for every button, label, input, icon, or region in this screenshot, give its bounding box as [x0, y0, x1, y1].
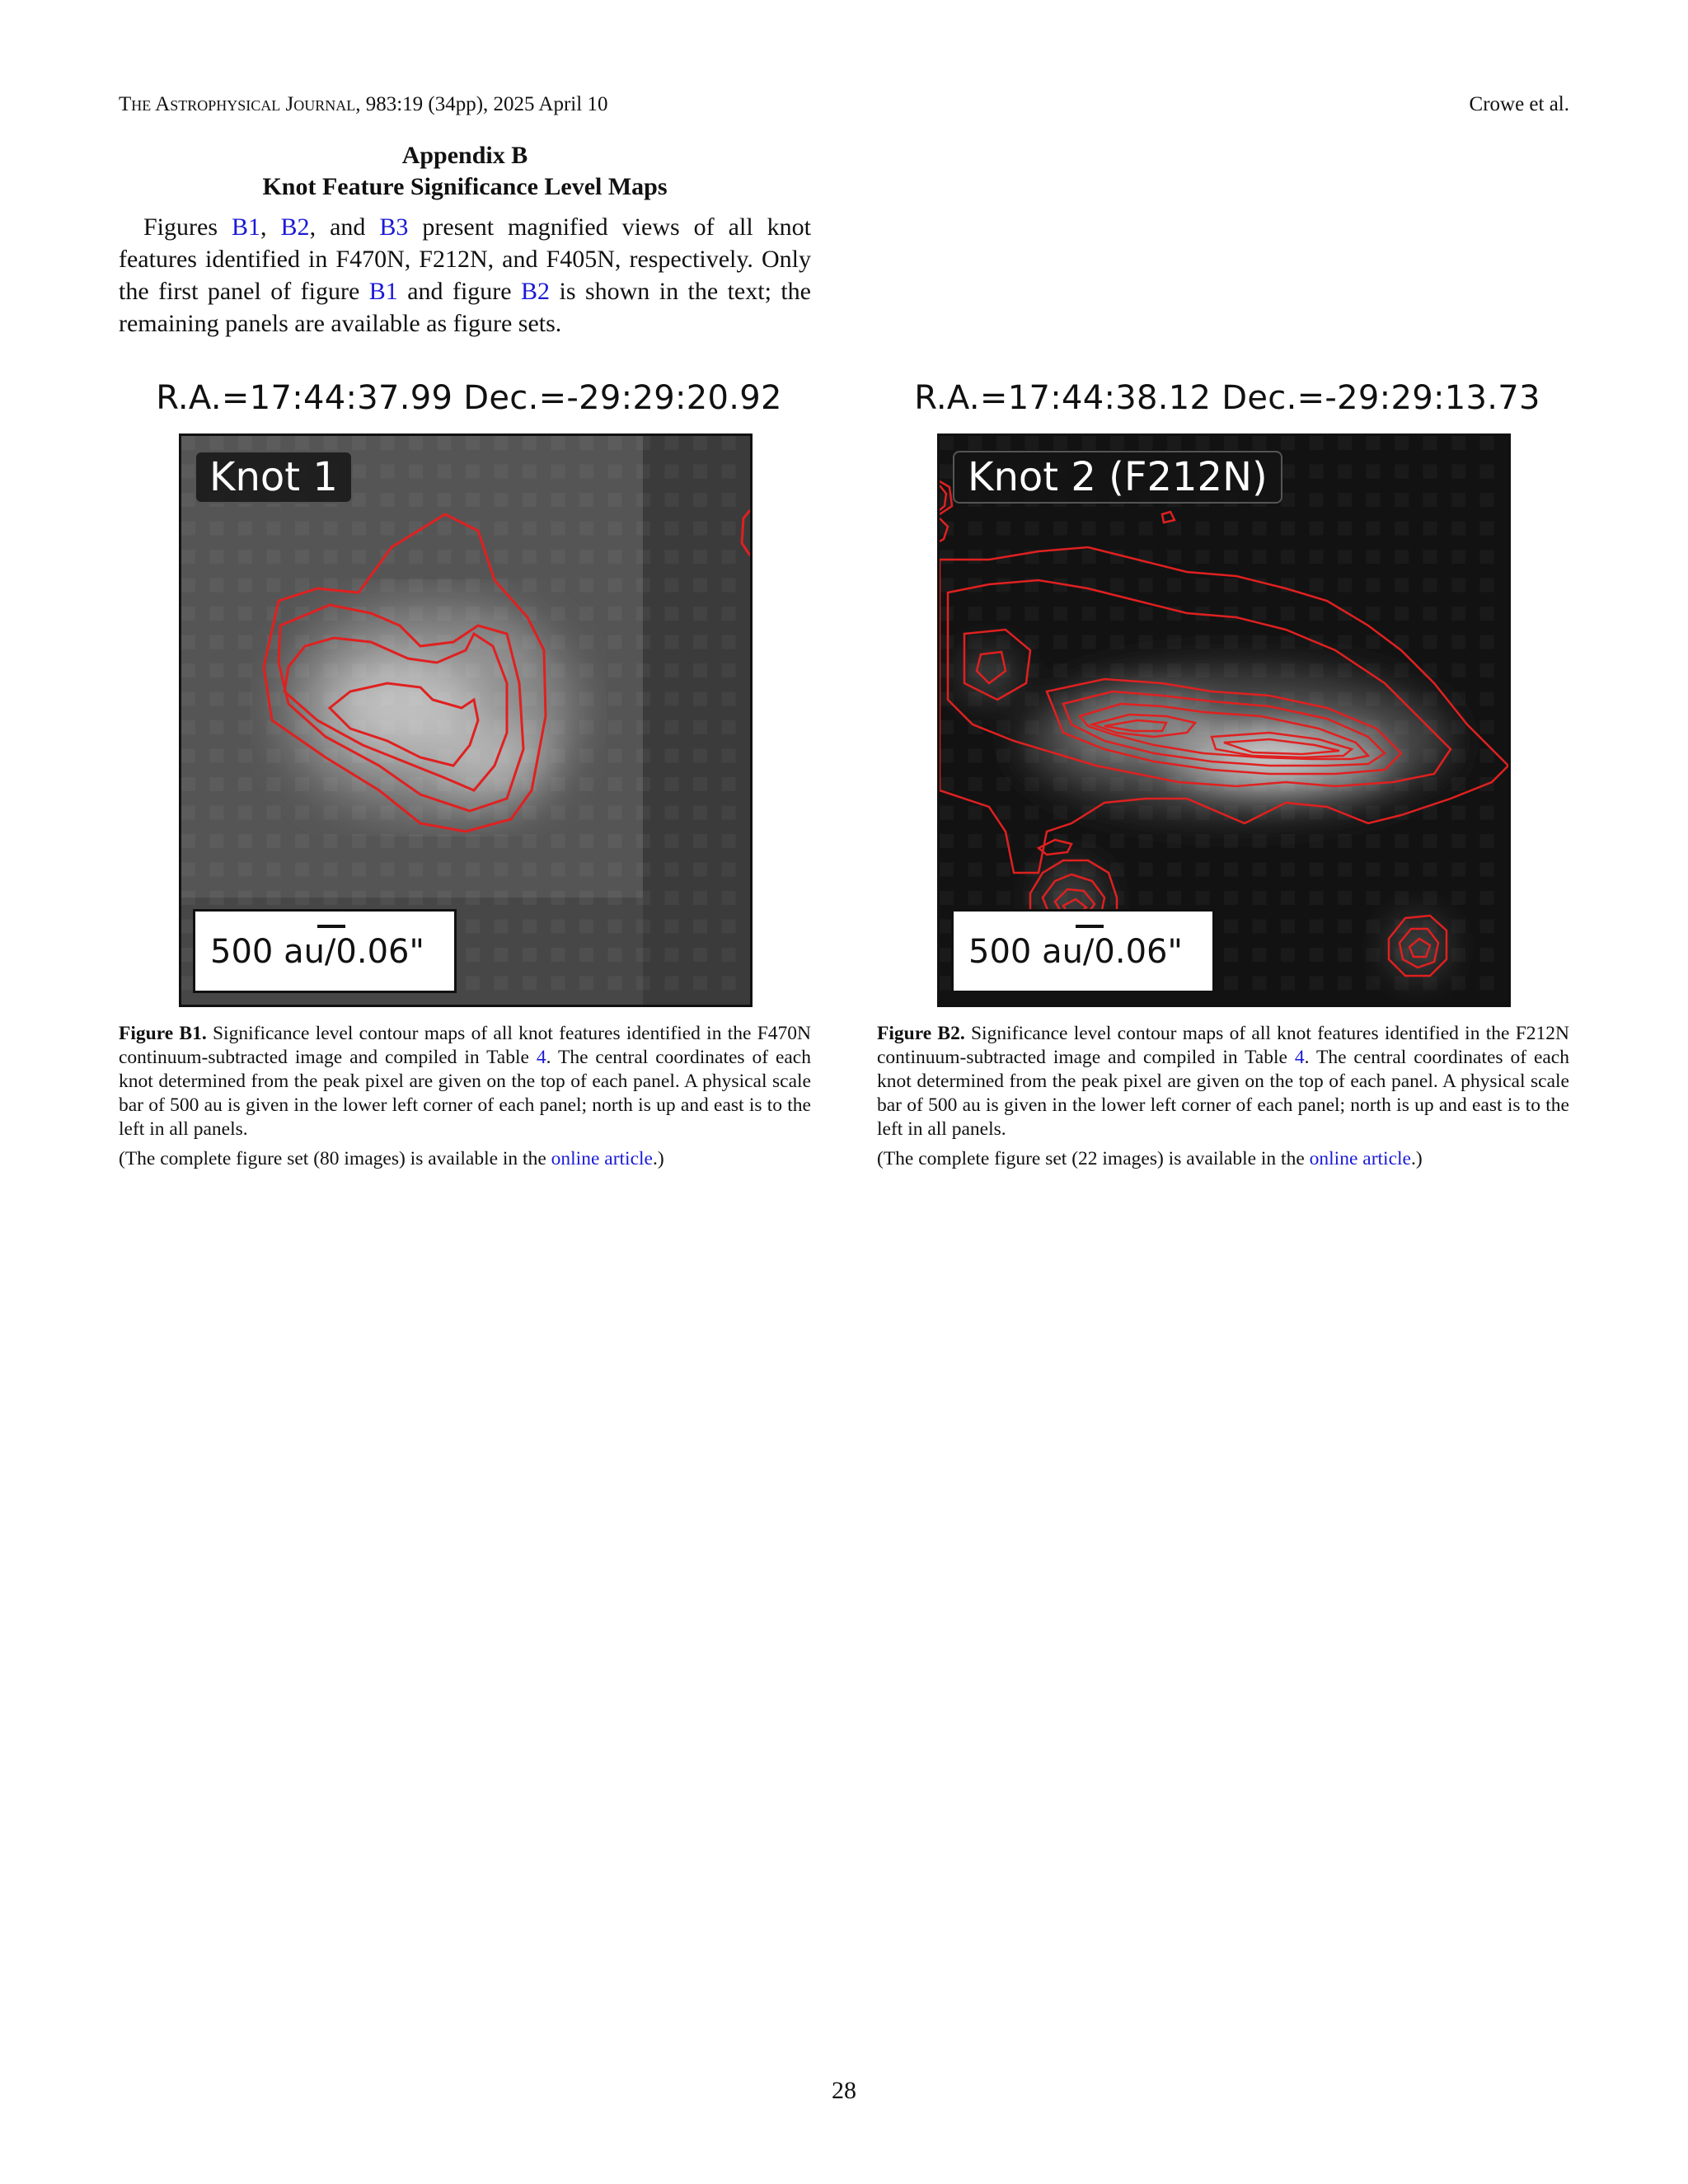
figure-set-note — [119, 1147, 811, 1171]
appendix-title: Knot Feature Significance Level Maps — [262, 173, 668, 200]
knot-map-image — [937, 434, 1511, 1007]
scale-bar-label: 500 au/0.06" — [210, 933, 424, 971]
knot-label: Knot 2 (F212N) — [953, 451, 1282, 504]
online-article-link[interactable]: online article — [1309, 1148, 1411, 1169]
page-number: 28 — [832, 2077, 856, 2104]
figure-ref-b1[interactable]: B1 — [232, 213, 261, 241]
appendix-label: Appendix B — [401, 142, 528, 169]
set-note-text: (The complete figure set (80 images) is available in the — [119, 1148, 551, 1169]
set-note-text: .) — [652, 1148, 664, 1169]
scale-bar — [1076, 925, 1104, 928]
scale-bar-box — [951, 909, 1215, 993]
caption-text: . The central coordinates of each knot determined from the peak pixel are given on the top of each panel. A physical scale bar of 500 au is given in the lower left corner of each panel; north is up and east is to the left in all panels. — [877, 1047, 1569, 1140]
table-ref[interactable]: 4 — [536, 1047, 546, 1068]
figure-caption — [119, 1022, 811, 1141]
scale-bar-label: 500 au/0.06" — [968, 933, 1183, 971]
online-article-link[interactable]: online article — [551, 1148, 653, 1169]
intro-text: , — [260, 213, 281, 241]
intro-text: is shown in the text; the remaining panels are available as figure sets. — [119, 278, 811, 337]
figure-caption — [877, 1022, 1569, 1141]
caption-text: . The central coordinates of each knot determined from the peak pixel are given on the top of each panel. A physical scale bar of 500 au is given in the lower left corner of each panel; north is up and east is to the left in all panels. — [119, 1047, 811, 1140]
figure-ref-b3[interactable]: B3 — [379, 213, 409, 241]
intro-paragraph — [119, 211, 811, 340]
knot-coordinates: R.A.=17:44:38.12 Dec.=-29:29:13.73 — [914, 379, 1540, 417]
caption-label: Figure B1. — [119, 1023, 207, 1044]
figure-ref-b2[interactable]: B2 — [280, 213, 310, 241]
scale-bar — [317, 925, 345, 928]
knot-coordinates: R.A.=17:44:37.99 Dec.=-29:29:20.92 — [156, 379, 782, 417]
journal-citation: , 983:19 (34pp), 2025 April 10 — [355, 93, 608, 115]
set-note-text: .) — [1410, 1148, 1423, 1169]
caption-label: Figure B2. — [877, 1023, 965, 1044]
knot-label: Knot 1 — [195, 451, 353, 504]
running-header-journal — [119, 93, 607, 116]
scale-bar-box — [193, 909, 457, 993]
intro-text: present magnified views of all knot features identified in F470N, F212N, and F405N, respectively. Only the first panel of figure — [119, 213, 812, 305]
intro-text: and figure — [397, 278, 522, 305]
journal-name: The Astrophysical Journal — [119, 93, 356, 115]
caption-text: Significance level contour maps of all knot features identified in the F470N continuum-subtracted image and compiled in Table — [119, 1023, 811, 1068]
running-header-authors: Crowe et al. — [1469, 93, 1569, 115]
figure-ref-b1[interactable]: B1 — [368, 278, 398, 305]
intro-text: , and — [309, 213, 380, 241]
knot-map-image — [179, 434, 753, 1007]
appendix-heading — [119, 140, 811, 203]
caption-text: Significance level contour maps of all knot features identified in the F212N continuum-subtracted image and compiled in Table — [877, 1023, 1569, 1068]
figure-set-note — [877, 1147, 1569, 1171]
table-ref[interactable]: 4 — [1294, 1047, 1305, 1068]
set-note-text: (The complete figure set (22 images) is available in the — [877, 1148, 1310, 1169]
intro-text: Figures — [143, 213, 232, 241]
figure-ref-b2[interactable]: B2 — [521, 278, 551, 305]
